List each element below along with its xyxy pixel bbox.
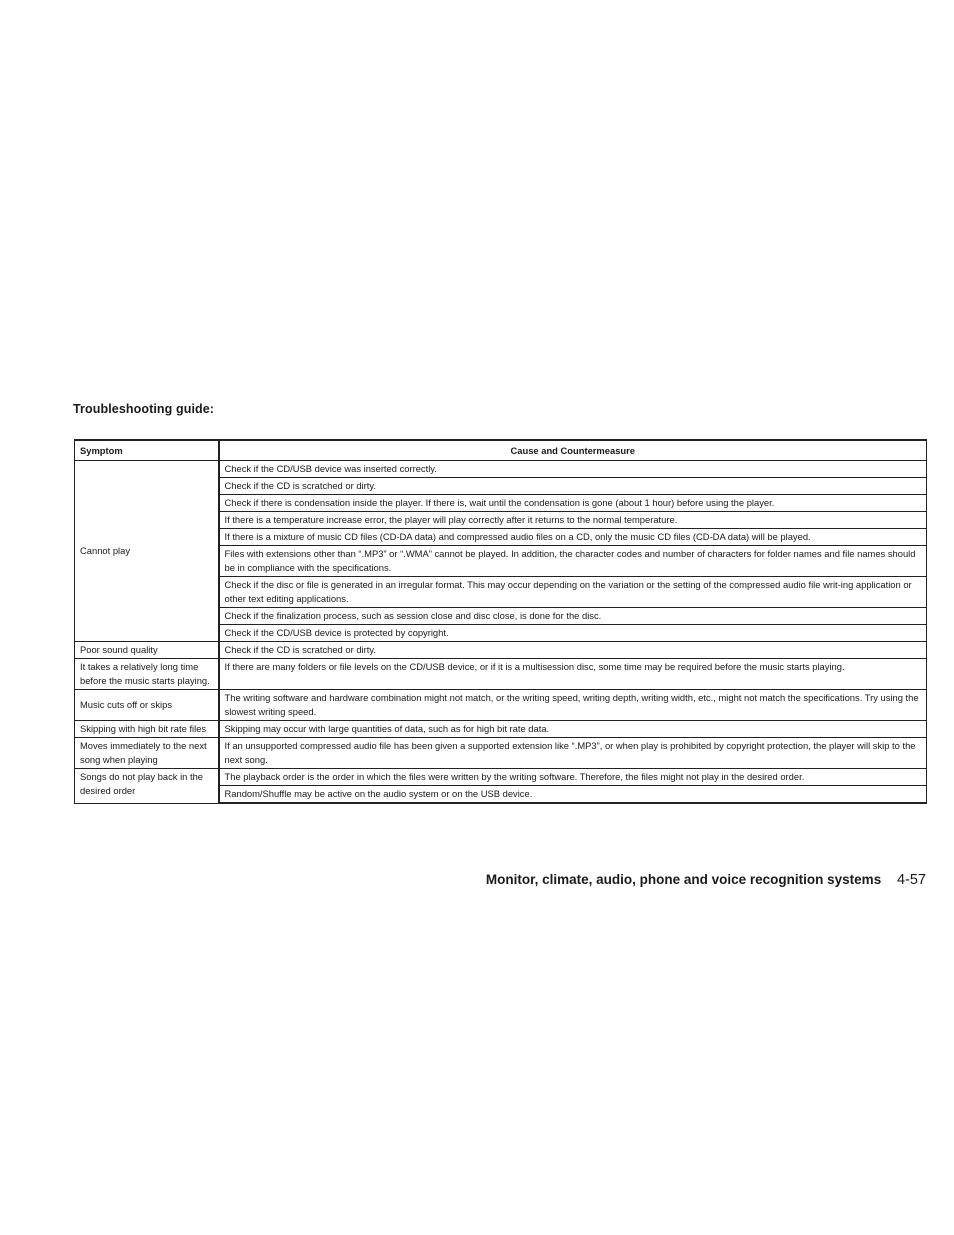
symptom-cell: Songs do not play back in the desired order — [75, 769, 219, 804]
table-row — [75, 659, 927, 690]
symptom-cell: It takes a relatively long time before the music starts playing. — [75, 659, 219, 690]
cause-cell: Check if the disc or file is generated in an irregular format. This may occur depending on the variation or the setting of the compressed audio file writ-ing application or other text editing applications. — [219, 577, 927, 608]
table-row — [75, 738, 927, 769]
cause-cell: Check if the CD/USB device is protected by copyright. — [219, 625, 927, 642]
cause-cell: Check if the finalization process, such as session close and disc close, is done for the disc. — [219, 608, 927, 625]
table-row — [75, 642, 927, 659]
cause-cell: Random/Shuffle may be active on the audio system or on the USB device. — [219, 786, 927, 804]
cause-cell: Skipping may occur with large quantities of data, such as for high bit rate data. — [219, 721, 927, 738]
cause-cell: Files with extensions other than “.MP3” or “.WMA” cannot be played. In addition, the character codes and number of characters for folder names and file names should be in compliance with the specifications. — [219, 546, 927, 577]
cause-cell: Check if the CD is scratched or dirty. — [219, 478, 927, 495]
cause-cell: If there is a temperature increase error, the player will play correctly after it returns to the normal temperature. — [219, 512, 927, 529]
page-number: 4-57 — [896, 872, 926, 888]
cause-cell: If there are many folders or file levels on the CD/USB device, or if it is a multisession disc, some time may be required before the music starts playing. — [219, 659, 927, 690]
cause-cell: Check if there is condensation inside the player. If there is, wait until the condensation is gone (about 1 hour) before using the player. — [219, 495, 927, 512]
symptom-column-header: Symptom — [75, 440, 219, 461]
table-row — [75, 769, 927, 786]
cause-cell: Check if the CD/USB device was inserted correctly. — [219, 461, 927, 478]
symptom-cell: Poor sound quality — [75, 642, 219, 659]
cause-cell: Check if the CD is scratched or dirty. — [219, 642, 927, 659]
footer-section-title: Monitor, climate, audio, phone and voice recognition systems — [485, 872, 882, 887]
table-header-row — [75, 440, 927, 461]
table-row — [75, 721, 927, 738]
symptom-cell: Music cuts off or skips — [75, 690, 219, 721]
cause-cell: If an unsupported compressed audio file has been given a supported extension like “.MP3”, or when play is prohibited by copyright protection, the player will skip to the next song. — [219, 738, 927, 769]
symptom-cell: Skipping with high bit rate files — [75, 721, 219, 738]
cause-cell: The playback order is the order in which the files were written by the writing software. Therefore, the files might not play in the desired order. — [219, 769, 927, 786]
cause-cell: The writing software and hardware combination might not match, or the writing speed, writing depth, writing width, etc., might not match the specifications. Try using the slowest writing speed. — [219, 690, 927, 721]
section-heading: Troubleshooting guide: — [73, 402, 215, 416]
cause-cell: If there is a mixture of music CD files (CD-DA data) and compressed audio files on a CD, only the music CD files (CD-DA data) will be played. — [219, 529, 927, 546]
troubleshooting-table — [74, 439, 927, 804]
symptom-cell: Moves immediately to the next song when playing — [75, 738, 219, 769]
table-row — [75, 690, 927, 721]
cause-column-header: Cause and Countermeasure — [219, 440, 927, 461]
table-row — [75, 461, 927, 478]
symptom-cell: Cannot play — [75, 461, 219, 642]
page-footer — [486, 872, 926, 888]
